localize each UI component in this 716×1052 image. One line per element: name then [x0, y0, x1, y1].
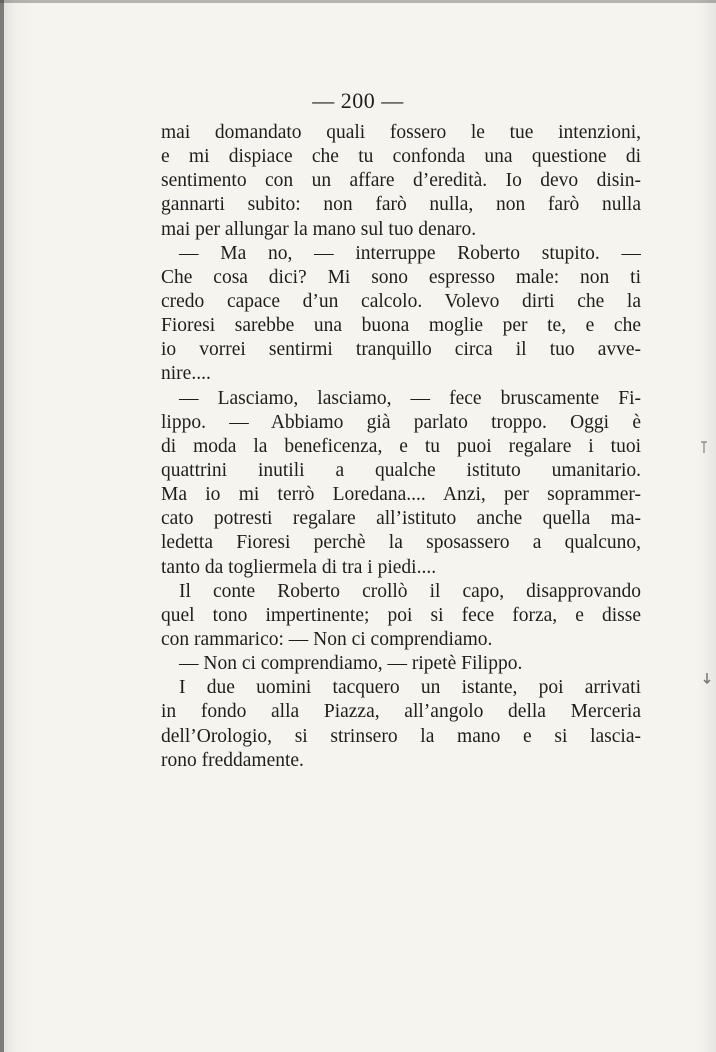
text-line: nire....	[161, 363, 211, 385]
text-line: quattrini inutili a qualche istituto umanitario.	[161, 459, 641, 481]
text-line: mai per allungar la mano sul tuo denaro.	[161, 218, 477, 240]
text-line: con rammarico: — Non ci comprendiamo.	[161, 628, 493, 650]
text-line: e mi dispiace che tu confonda una questione di	[161, 146, 641, 168]
text-line: Ma io mi terrò Loredana.... Anzi, per soprammer-	[161, 484, 641, 506]
text-line: credo capace d’un calcolo. Volevo dirti che la	[161, 290, 641, 312]
text-line: cato potresti regalare all’istituto anche quella ma-	[161, 508, 641, 530]
text-line: di moda la beneficenza, e tu puoi regalare i tuoi	[161, 435, 641, 457]
scan-speck-mark	[702, 672, 712, 684]
text-line: tanto da togliermela di tra i piedi....	[161, 556, 437, 578]
text-line: Che cosa dici? Mi sono espresso male: non ti	[161, 266, 641, 288]
text-line: ledetta Fioresi perchè la sposassero a qualcuno,	[161, 532, 641, 554]
text-line: quel tono impertinente; poi si fece forza, e disse	[161, 604, 641, 626]
text-line: rono freddamente.	[161, 749, 304, 771]
page-top-edge	[0, 0, 716, 3]
text-line: lippo. — Abbiamo già parlato troppo. Oggi è	[161, 411, 641, 433]
text-line: mai domandato quali fossero le tue intenzioni,	[161, 122, 641, 143]
page-number: — 200 —	[312, 88, 404, 113]
page-binding-edge	[0, 0, 4, 1052]
text-line: Fioresi sarebbe una buona moglie per te, e che	[161, 315, 641, 337]
text-line: — Lasciamo, lasciamo, — fece bruscamente Fi-	[179, 387, 641, 409]
text-line: — Ma no, — interruppe Roberto stupito. —	[179, 242, 641, 264]
body-text	[161, 121, 641, 773]
scan-speck-mark	[700, 440, 708, 454]
text-line: Il conte Roberto crollò il capo, disapprovando	[179, 580, 641, 602]
text-line: gannarti subito: non farò nulla, non farò nulla	[161, 194, 641, 216]
text-line: in fondo alla Piazza, all’angolo della Merceria	[161, 701, 641, 723]
text-line: I due uomini tacquero un istante, poi arrivati	[179, 677, 641, 699]
text-line: dell’Orologio, si strinsero la mano e si lascia-	[161, 725, 641, 747]
text-line: io vorrei sentirmi tranquillo circa il tuo avve-	[161, 339, 641, 361]
text-line: sentimento con un affare d’eredità. Io devo disin-	[161, 170, 641, 192]
text-line: — Non ci comprendiamo, — ripetè Filippo.	[179, 653, 523, 675]
